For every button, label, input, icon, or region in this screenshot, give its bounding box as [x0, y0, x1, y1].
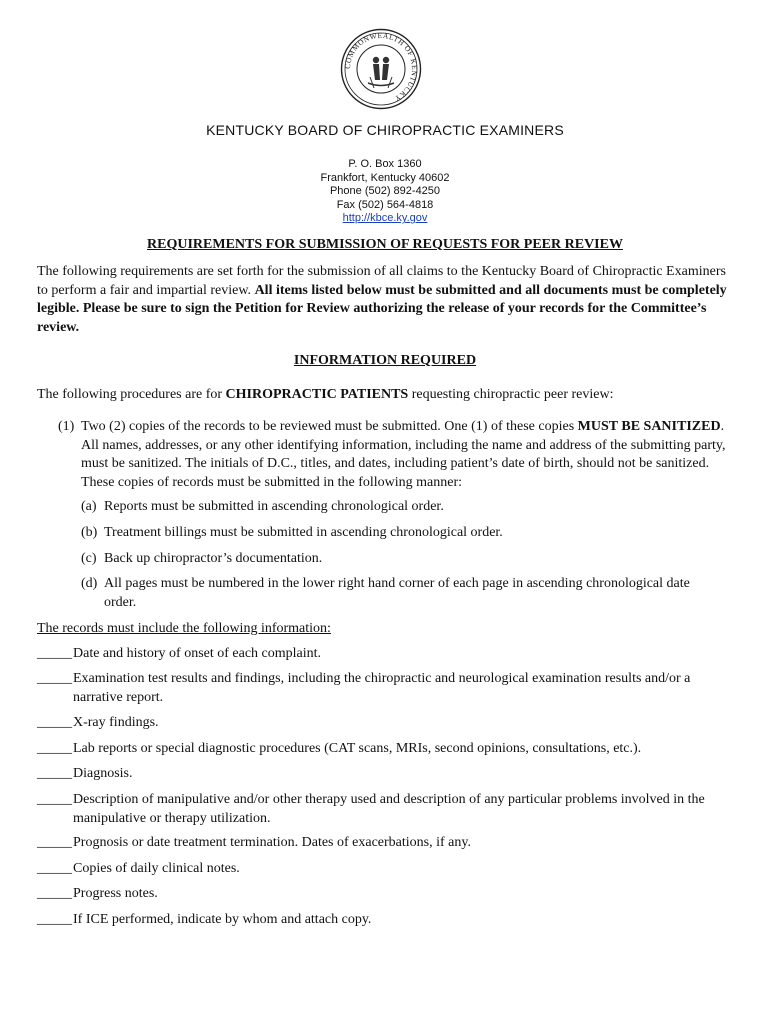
- item-1-bold-b: SANITIZED: [643, 419, 721, 434]
- checklist-item-ice: If ICE performed, indicate by whom and attach copy.: [73, 912, 372, 927]
- checklist-blank[interactable]: _____: [37, 912, 72, 927]
- address-fax: Fax (502) 564-4818: [336, 198, 434, 211]
- checklist-item-examination-text: Examination test results and findings, including the chiropractic and neurological examination results and/or a narrative report.: [73, 671, 691, 705]
- item-1-text: [81, 418, 729, 492]
- subitem-label-b: (b): [81, 525, 98, 540]
- checklist-blank[interactable]: _____: [37, 886, 72, 901]
- checklist-blank[interactable]: _____: [37, 741, 72, 756]
- svg-text:COMMONWEALTH OF KENTUCKY: COMMONWEALTH OF KENTUCKY: [342, 30, 420, 104]
- item-1-text-a: Two (2) copies of the records to be reviewed must be submitted. One (1) of these copies: [81, 419, 578, 434]
- checklist-blank[interactable]: _____: [37, 646, 72, 661]
- website-link[interactable]: http://kbce.ky.gov: [342, 212, 428, 225]
- procedures-text-end: requesting chiropractic peer review:: [408, 387, 614, 402]
- checklist-blank[interactable]: _____: [37, 671, 72, 686]
- information-required-heading: INFORMATION REQUIRED: [293, 353, 477, 368]
- organization-name: KENTUCKY BOARD OF CHIROPRACTIC EXAMINERS: [206, 122, 564, 138]
- procedures-text: The following procedures are for: [37, 387, 226, 402]
- item-1-bold-a: MUST BE: [577, 419, 641, 434]
- checklist-blank[interactable]: _____: [37, 715, 72, 730]
- checklist-item-diagnosis: Diagnosis.: [73, 766, 133, 781]
- procedures-bold-text: CHIROPRACTIC PATIENTS: [225, 387, 409, 402]
- state-seal-icon: [340, 28, 422, 110]
- procedures-paragraph: [37, 386, 737, 405]
- checklist-blank[interactable]: _____: [37, 835, 72, 850]
- intro-paragraph: [37, 263, 737, 337]
- checklist-item-progress-notes: Progress notes.: [73, 886, 158, 901]
- address-city: Frankfort, Kentucky 40602: [320, 171, 450, 184]
- checklist-item-prognosis: Prognosis or date treatment termination. Dates of exacerbations, if any.: [73, 835, 471, 850]
- subitem-label-a: (a): [81, 499, 97, 514]
- intro-bold-text: All items listed below must be submitted and all documents must be completely legible. Please be sure to sign the Petition for Review authorizing the release of your records for the Committee’s review.: [37, 282, 727, 335]
- records-heading: The records must include the following information:: [37, 621, 331, 636]
- checklist-blank[interactable]: _____: [37, 766, 72, 781]
- address-phone: Phone (502) 892-4250: [329, 185, 441, 198]
- subitem-text-c: Back up chiropractor’s documentation.: [104, 551, 323, 566]
- checklist-item-onset: Date and history of onset of each complaint.: [73, 646, 322, 661]
- checklist-item-therapy: Description of manipulative and/or other therapy used and description of any particular problems involved in the manipulative or therapy utilization.: [73, 792, 705, 826]
- address-po-box: P. O. Box 1360: [348, 158, 422, 170]
- checklist-blank[interactable]: _____: [37, 861, 72, 876]
- checklist-item-xray: X-ray findings.: [73, 715, 159, 730]
- checklist-item-examination: [73, 670, 738, 707]
- item-number: (1): [58, 419, 75, 434]
- checklist-item-daily-notes: Copies of daily clinical notes.: [73, 861, 240, 876]
- intro-text: The following requirements are set forth for the submission of all claims to the Kentucky Board of Chiropractic Examiners to perform a fair and impartial review.: [37, 264, 726, 298]
- subitem-text-a: Reports must be submitted in ascending chronological order.: [104, 499, 444, 514]
- subitem-text-b: Treatment billings must be submitted in ascending chronological order.: [104, 525, 503, 540]
- item-1-text-b: . All names, addresses, or any other identifying information, including the name and address of the submitting party, must be sanitized. The initials of D.C., titles, and dates, including patient’s date of birth, should not be sanitized. These copies of records must be submitted in the following manner:: [81, 419, 726, 490]
- document-title: REQUIREMENTS FOR SUBMISSION OF REQUESTS FOR PEER REVIEW: [147, 237, 623, 252]
- checklist-blank[interactable]: _____: [37, 792, 72, 807]
- subitem-label-c: (c): [81, 551, 97, 566]
- subitem-label-d: (d): [81, 576, 98, 591]
- checklist-item-lab-reports: Lab reports or special diagnostic procedures (CAT scans, MRIs, second opinions, consultations, etc.).: [73, 741, 642, 756]
- address-block: [0, 158, 770, 226]
- subitem-text-d: All pages must be numbered in the lower right hand corner of each page in ascending chronological date order.: [104, 576, 690, 610]
